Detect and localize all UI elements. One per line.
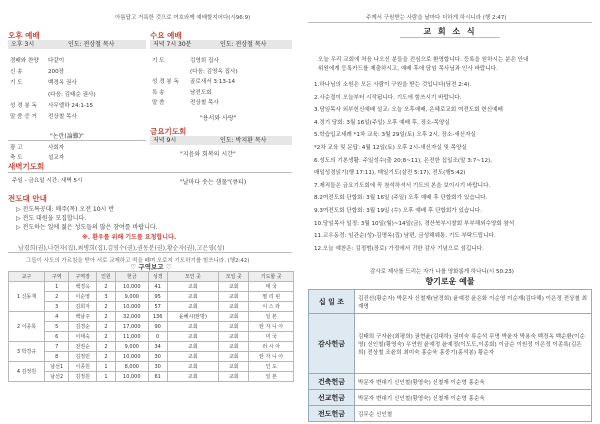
- evangelism-line-3: ▷ 전도하는 일에 젊은 성도들의 많은 참여를 바랍니다.: [16, 224, 158, 231]
- announcement-item: 2.사순절이 오늘부터 시작됩니다. 기도에 힘쓰시기 바랍니다.: [314, 94, 462, 101]
- offering-category: 건축헌금: [309, 374, 355, 390]
- afternoon-order-label: 말 씀 증 거: [10, 114, 37, 120]
- group-cell: 2: [44, 292, 69, 302]
- announcement-item: 4.정기 당회: 3월 16일(주일) 오후 예배 후, 장소-목양실: [314, 119, 450, 126]
- afternoon-order-label: 경배와 찬양: [10, 58, 39, 64]
- table-row: [9, 372, 294, 382]
- afternoon-order-value: 백경옥 권사: [48, 80, 77, 87]
- wednesday-service-time-bar: [150, 40, 292, 49]
- dawn-prayer-time: [12, 177, 82, 185]
- group-cell: 7: [44, 342, 69, 352]
- table-cell: 교회: [219, 322, 249, 332]
- cell-group-table: [8, 271, 294, 382]
- table-cell: 교회: [219, 312, 249, 322]
- table-cell: 교회: [167, 292, 219, 302]
- table-cell: 10,000: [115, 282, 148, 292]
- parish-cell: 4 김정원: [9, 362, 45, 382]
- table-cell: 탄 자 니 아: [249, 352, 294, 362]
- friday-sermon-title: "지음와 회복의 시간": [180, 151, 236, 158]
- table-cell: 이태숙: [69, 332, 96, 342]
- table-cell: 이종원: [69, 362, 96, 372]
- table-cell: 2: [96, 312, 115, 322]
- table-cell: 이순영: [69, 292, 96, 302]
- offering-row: [309, 314, 592, 374]
- table-row: [9, 312, 294, 322]
- friday-time-bar: [150, 136, 292, 145]
- announcement-item: 9.3여전도회 단합회: 3월 19일 (수) 오후 예배 후 단합회가 있습니다.: [314, 208, 482, 214]
- table-cell: 교회: [167, 302, 219, 312]
- table-cell: 백경옥: [69, 282, 96, 292]
- dawn-time-text: 주일 - 금요일 시간: 새벽 5시: [12, 178, 83, 184]
- table-row: [9, 322, 294, 332]
- table-cell: 32,000: [115, 312, 148, 322]
- table-cell: 일 본: [249, 372, 294, 382]
- announcement-item: 11.교우동정: 임관순(성)-김명옥(집) 남편, 금성해웨통, 기도 부탁드립니다.: [314, 233, 496, 240]
- table-cell: 2: [96, 322, 115, 332]
- table-cell: 교회: [219, 372, 249, 382]
- table-cell: 교회: [219, 352, 249, 362]
- offering-category: 감사헌금: [309, 314, 355, 374]
- announcement-item: 1.하나님의 소원은 모든 사람이 구원을 받는 것입니다(딤전 2:4).: [314, 82, 472, 88]
- table-cell: 탄 자 니 아: [249, 322, 294, 332]
- table-cell: 인 도: [249, 362, 294, 372]
- friday-time: 저녁 9시: [153, 137, 177, 144]
- group-cell: 8: [44, 352, 69, 362]
- friday-leader: 인도: 박지환 목사: [220, 137, 267, 144]
- divider: [308, 22, 592, 23]
- table-cell: 교회: [167, 352, 219, 362]
- table-cell: 8,000: [115, 362, 148, 372]
- dawn-prayer-title: 새벽기도회: [8, 162, 45, 171]
- table-cell: 윤혜시(탄방): [167, 312, 219, 322]
- afternoon-extra-value: 사회자: [48, 145, 65, 151]
- wednesday-order-value: 남전도회: [190, 89, 212, 96]
- afternoon-order-label: 기 도: [10, 80, 23, 87]
- group-cell: 1: [44, 282, 69, 292]
- evangelism-line-1: ▷ 전도특공대: 매주(목) 오전 10시 반: [16, 206, 115, 213]
- offering-category: 선교헌금: [309, 390, 355, 406]
- wednesday-order-value: 전상철 목사: [190, 100, 219, 106]
- table-cell: 김정원: [69, 372, 96, 382]
- column-header: 모인 곳: [167, 272, 219, 282]
- table-cell: 김정민: [69, 352, 96, 362]
- welcome-text-1: 오늘 우리 교회에 처음 나오신 분들을 진심으로 환영합니다. 등록을 원하시는 분은 안내: [318, 57, 529, 63]
- column-header: 기도할 곳: [249, 272, 294, 282]
- group-cell: 4: [44, 312, 69, 322]
- announcements-title: 교 회 소 식: [423, 27, 477, 36]
- announcement-item: 매일성경읽기(행 17:11), 매일기도(살전 5:17), 전도(행5:42): [314, 170, 466, 177]
- table-cell: 90: [148, 322, 167, 332]
- table-cell: 교회: [167, 362, 219, 372]
- wednesday-order-label: 성 경 봉 독: [152, 79, 179, 85]
- table-cell: 30: [148, 362, 167, 372]
- offering-row: [309, 374, 592, 390]
- wednesday-order-value: 골로새서 3:13-14: [190, 79, 236, 85]
- table-row: [9, 292, 294, 302]
- offering-category: 전도헌금: [309, 406, 355, 422]
- afternoon-order-label: 신 송: [10, 69, 23, 76]
- table-cell: 2: [96, 342, 115, 352]
- offering-names: 박문자 변대기 신인철(황영숙) 신철재 이순영 홍순욱: [355, 390, 592, 406]
- table-cell: 김경순: [69, 322, 96, 332]
- table-cell: 61: [148, 372, 167, 382]
- afternoon-order-value: 전상철 목사: [48, 114, 77, 120]
- offering-table: [308, 289, 592, 422]
- afternoon-order-value: 사무엘하 24:1-15: [48, 102, 94, 109]
- table-cell: 9,000: [115, 292, 148, 302]
- table-row: [9, 282, 294, 292]
- wednesday-time: 저녁 7시 30분: [153, 41, 192, 48]
- dawn-sermon-title: "날마다 솟는 샘물"(큐티): [180, 179, 247, 186]
- table-cell: 41: [148, 282, 167, 292]
- table-cell: 10,000: [115, 372, 148, 382]
- table-cell: 교회: [219, 342, 249, 352]
- offering-names: 김무순 신인철: [355, 406, 592, 422]
- table-cell: 2: [96, 282, 115, 292]
- prayer-request-names: 남경희(권),나현자(집),최병희(집),김영수(권),권동분(권),황순자(권),고은영(성): [18, 245, 225, 252]
- welcome-text-2: 위원에게 등록카드를 제출하시고, 예배 후에 담임 목사님과 인사 바랍니다.: [318, 66, 498, 72]
- cell-group-header-row: [9, 272, 294, 282]
- column-header: 인원: [96, 272, 115, 282]
- table-cell: 태 국: [249, 282, 294, 292]
- table-row: [9, 332, 294, 342]
- offering-title: 향기로운 예물: [425, 277, 475, 286]
- afternoon-order-value: 200장: [48, 69, 65, 76]
- afternoon-time: 오후 3시: [11, 41, 35, 48]
- afternoon-sermon-title: "논란(論難)": [50, 133, 84, 140]
- table-cell: 일 본: [249, 312, 294, 322]
- table-cell: 30: [148, 352, 167, 362]
- top-verse-left: 아름답고 거룩한 것으로 여호와께 예배할지어다(시96:9): [115, 15, 251, 21]
- table-cell: 95: [148, 292, 167, 302]
- prayer-request-callout: ※. 환우를 위해 기도를 요청합니다.: [82, 234, 177, 241]
- announcement-item: 6.성도의 기본생활: 주일성수(출 20:8~11), 온전한 십일조(말 3:7~12),: [314, 157, 493, 164]
- table-cell: 교회: [219, 292, 249, 302]
- table-cell: 10,000: [115, 302, 148, 312]
- wednesday-order-label: 기 도: [152, 58, 165, 64]
- column-header: 모일 곳: [219, 272, 249, 282]
- table-cell: 1: [96, 362, 115, 372]
- offering-verse: 감사로 제사를 드리는 자가 나를 영화롭게 하나니(시 50:23): [370, 269, 514, 275]
- wednesday-order-value: (다음: 김영옥 집사): [190, 68, 238, 75]
- table-cell: 11,000: [115, 332, 148, 342]
- afternoon-order-value: (다음: 김태순 권사): [48, 91, 96, 98]
- divider: [8, 140, 146, 141]
- wednesday-sermon-title: "용서와 사랑": [200, 115, 237, 122]
- divider: [8, 252, 292, 253]
- offering-category: 십 일 조: [309, 290, 355, 314]
- group-cell: 3: [44, 302, 69, 312]
- column-header: 성경: [148, 272, 167, 282]
- table-cell: 34: [148, 342, 167, 352]
- offering-names: 김태희 구자윤(최평희) 권현윤(김대하) 권미숙 류순석 무명 박윤자 박용숙 백경옥 백순환(이순영) 신인철(황영숙) 우연원 윤예정 윤예정(이도도,이종회) 이금순 이원정 이은정 이종록(김은희) 전상철 조윤희 최미숙 홍순욱 홍중기(홍석봉) 황순자: [355, 314, 592, 374]
- table-cell: 러 시 아: [249, 342, 294, 352]
- divider: [400, 37, 500, 38]
- afternoon-order-value: 다같이: [48, 58, 65, 64]
- wednesday-service-title: 수요 예배: [150, 31, 182, 40]
- table-cell: 교회: [219, 362, 249, 372]
- offering-row: [309, 390, 592, 406]
- table-cell: 교회: [167, 282, 219, 292]
- announcement-item: 5.학습입교세례 *1차 교육: 3월 29일(토) 오후 2시, 장소-새신자실: [314, 132, 476, 139]
- afternoon-service-time-bar: [8, 40, 146, 49]
- announcement-item: 8.2여전도회 단합회: 3월 16일 (주일) 오후 예배 후 단합회가 있습니다.: [314, 195, 488, 202]
- table-cell: 136: [148, 312, 167, 322]
- group-cell: 5: [44, 322, 69, 332]
- column-header: 구역: [44, 272, 69, 282]
- table-cell: 57: [148, 302, 167, 312]
- friday-prayer-title: 금요기도회: [150, 127, 187, 136]
- table-cell: 17,000: [115, 322, 148, 332]
- afternoon-service-title: 오후 예배: [8, 31, 40, 40]
- table-cell: 교회: [167, 372, 219, 382]
- group-cell: 남선2: [44, 372, 69, 382]
- table-row: [9, 352, 294, 362]
- group-cell: 남선1: [44, 362, 69, 372]
- top-verse-right: 주께서 구원받는 사람을 날마다 더하게 하시니라 (행 2:47): [366, 15, 507, 21]
- offering-names: 박문자 변대기 신인철(황영숙) 신철재 이순영 홍순욱: [355, 374, 592, 390]
- table-cell: 9,000: [115, 342, 148, 352]
- afternoon-extra-value: 설교자: [48, 155, 65, 161]
- table-cell: 10,000: [115, 352, 148, 362]
- evangelism-line-2: ▷ 전도 대원을 모집합니다.: [16, 215, 87, 222]
- table-cell: 교회: [219, 282, 249, 292]
- afternoon-order-label: 성 경 봉 독: [10, 102, 37, 109]
- group-cell: 6: [44, 332, 69, 342]
- wednesday-order-label: 특 송: [152, 89, 165, 96]
- announcement-item: 10.당임목사 일정: 3월 10일(월)~14일(금), 경산북부시찰회 부부해외수양회 참석: [314, 220, 515, 227]
- parish-cell: 1 신동재: [9, 282, 45, 312]
- fellowship-verse: 그들이 사도의 가르침을 받아 서로 교제하고 떡을 떼며 오로지 기도하기를 힘쓰니라. (행2:42): [26, 258, 250, 264]
- table-cell: 3: [96, 292, 115, 302]
- afternoon-extra-label: 축 도: [10, 155, 23, 161]
- table-cell: 1: [96, 372, 115, 382]
- afternoon-leader: 인도: 전상철 목사: [68, 41, 115, 48]
- wednesday-order-label: 말 씀: [152, 100, 165, 106]
- table-cell: 2: [96, 332, 115, 342]
- offering-row: [309, 406, 592, 422]
- table-cell: 교회: [167, 322, 219, 332]
- parish-cell: 3 박경규: [9, 342, 45, 362]
- table-cell: 김희자: [69, 302, 96, 312]
- table-row: [9, 302, 294, 312]
- wednesday-order-value: 김영희 집사: [190, 58, 219, 64]
- table-cell: 교회: [219, 302, 249, 312]
- evangelism-title: 전도대 안내: [8, 194, 47, 203]
- column-header: 헌금: [115, 272, 148, 282]
- wednesday-leader: 인도: 전상철 목사: [220, 41, 267, 48]
- announcement-item: 12.오늘 예찬은: 김정범(장로) 가정에서 귀한 감사 기념으로 섬깁니다.: [314, 245, 484, 252]
- table-cell: 전권순: [69, 342, 96, 352]
- afternoon-extra-label: 광 고: [10, 145, 23, 151]
- table-cell: 교회: [167, 332, 219, 342]
- table-cell: 필 리 핀: [249, 292, 294, 302]
- divider: [8, 172, 292, 173]
- table-cell: 0: [148, 332, 167, 342]
- column-header: 구역장: [69, 272, 96, 282]
- table-row: [9, 342, 294, 352]
- table-cell: 백남주: [69, 312, 96, 322]
- table-cell: 미 국: [249, 332, 294, 342]
- announcement-item: *2차 교육 및 문답: 4월 12일(토) 오후 2시-새신자실 및 목양실: [314, 145, 467, 151]
- announcement-item: 3.담임목사 외부헌신예배 설교: 오늘 오후예배, 은혜로교회 여전도회 헌신예배: [314, 107, 503, 114]
- table-cell: 교회: [219, 332, 249, 342]
- offering-row: [309, 290, 592, 314]
- table-cell: 2: [96, 302, 115, 312]
- table-row: [9, 362, 294, 372]
- table-cell: 이 스 라: [249, 302, 294, 312]
- announcement-item: 7.제직들은 금요기도회에 꼭 참석하셔서 기도의 본을 보이시기 바랍니다.: [314, 182, 491, 189]
- table-cell: 2: [96, 352, 115, 362]
- parish-cell: 2 이종록: [9, 312, 45, 342]
- distribution-title: ♡ 구역보고 ♡: [130, 263, 172, 271]
- offering-names: 김진선(황순자) 박문자 신철재(남경희) 윤예정 윤은화 이순영 이순재(김다해) 이은정 전상철 최재명: [355, 290, 592, 314]
- column-header: 교구: [9, 272, 45, 282]
- table-cell: 교회: [167, 342, 219, 352]
